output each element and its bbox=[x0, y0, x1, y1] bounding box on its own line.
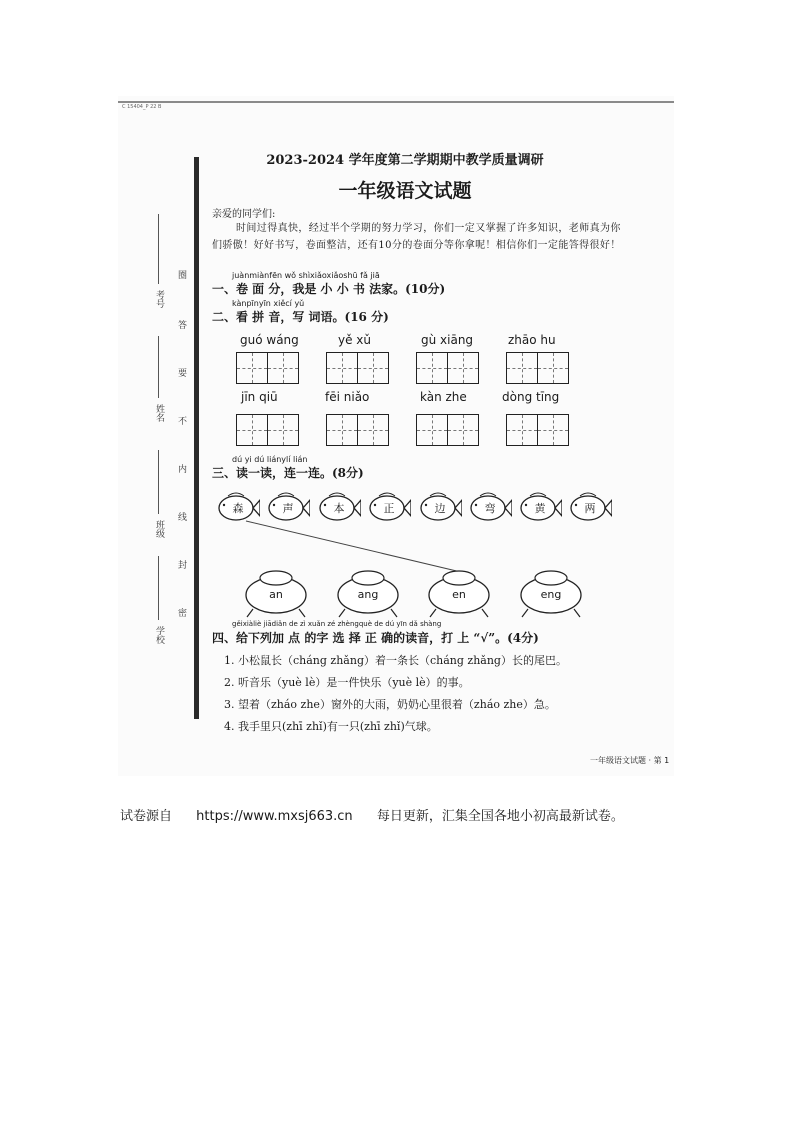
writing-box[interactable] bbox=[236, 352, 268, 384]
word-pinyin: gù xiāng bbox=[421, 333, 474, 347]
greeting: 亲爱的同学们: bbox=[212, 209, 276, 220]
vowel-label[interactable]: an bbox=[269, 588, 283, 601]
seal-char: 内 bbox=[178, 465, 188, 475]
vowel-label[interactable]: eng bbox=[540, 588, 562, 601]
writing-box[interactable] bbox=[537, 414, 569, 446]
source-url[interactable]: https://www.mxsj663.cn bbox=[196, 809, 353, 824]
seal-char: 封 bbox=[178, 561, 188, 571]
section2-heading: 二、看 拼 音，写 词语。(16 分) bbox=[212, 310, 389, 324]
writing-box[interactable] bbox=[416, 352, 448, 384]
side-blank-line bbox=[158, 556, 159, 620]
vowel-label[interactable]: ang bbox=[357, 588, 379, 601]
top-rule bbox=[118, 101, 674, 103]
side-label-school: 学校 bbox=[154, 626, 164, 644]
writing-box[interactable] bbox=[447, 414, 479, 446]
fish-character[interactable]: 森 bbox=[232, 502, 244, 515]
side-label-exam-number: 考号 bbox=[154, 290, 164, 308]
exam-title: 一年级语文试题 bbox=[338, 180, 472, 202]
seal-char: 答 bbox=[178, 321, 188, 331]
writing-box[interactable] bbox=[267, 414, 299, 446]
writing-box[interactable] bbox=[537, 352, 569, 384]
fish-character[interactable]: 边 bbox=[434, 502, 446, 515]
word-pinyin: dòng tīng bbox=[502, 390, 560, 404]
fish-character[interactable]: 本 bbox=[333, 502, 345, 515]
fish-character[interactable]: 黄 bbox=[534, 502, 546, 515]
side-label-class: 班级 bbox=[154, 520, 164, 538]
section1-heading: 一、卷 面 分，我是 小 小 书 法家。(10分) bbox=[212, 282, 446, 296]
seal-char: 圈 bbox=[178, 271, 188, 281]
fish-character[interactable]: 正 bbox=[383, 502, 395, 515]
writing-box[interactable] bbox=[357, 352, 389, 384]
intro-paragraph: 时间过得真快，经过半个学期的努力学习，你们一定又掌握了许多知识，老师真为你们骄傲！好好书写，卷面整洁，还有10分的卷面分等你拿呢！相信你们一定能答得很好！ bbox=[212, 223, 621, 251]
vowel-label[interactable]: en bbox=[452, 588, 466, 601]
scan-code: C 15404_P 22 B bbox=[122, 104, 162, 110]
writing-box[interactable] bbox=[447, 352, 479, 384]
word-pinyin: kàn zhe bbox=[420, 390, 467, 404]
section3-pinyin: dú yi dú liánylí lián bbox=[232, 455, 308, 464]
question-item[interactable]: 4. 我手里只(zhī zhǐ)有一只(zhī zhǐ)气球。 bbox=[224, 720, 438, 733]
writing-box[interactable] bbox=[357, 414, 389, 446]
fish-character[interactable]: 两 bbox=[584, 502, 596, 515]
section3-heading: 三、读一读，连一连。(8分) bbox=[212, 466, 364, 480]
writing-box[interactable] bbox=[326, 414, 358, 446]
writing-box[interactable] bbox=[506, 414, 538, 446]
word-pinyin: guó wáng bbox=[240, 333, 299, 347]
source-label: 试卷源自 bbox=[120, 809, 173, 824]
exam-subtitle: 2023-2024 学年度第二学期期中教学质量调研 bbox=[266, 153, 544, 168]
question-item[interactable]: 3. 望着（zháo zhe）窗外的大雨，奶奶心里很着（zháo zhe）急。 bbox=[224, 698, 556, 711]
word-pinyin: jīn qiū bbox=[241, 390, 278, 404]
section1-pinyin: juànmiànfēn wǒ shìxiǎoxiǎoshū fǎ jiā bbox=[232, 271, 380, 280]
source-line bbox=[120, 805, 644, 824]
page-footer: 一年级语文试题 · 第 1 bbox=[590, 756, 670, 765]
question-item[interactable]: 2. 听音乐（yuè lè）是一件快乐（yuè lè）的事。 bbox=[224, 676, 470, 689]
section4-heading: 四、给下列加 点 的字 选 择 正 确的读音，打 上 “√”。(4分) bbox=[212, 631, 539, 645]
seal-char: 密 bbox=[178, 609, 188, 619]
side-label-name: 姓名 bbox=[154, 404, 164, 422]
question-item[interactable]: 1. 小松鼠长（cháng zhǎng）着一条长（cháng zhǎng）长的尾巴。 bbox=[224, 654, 567, 667]
word-pinyin: yě xǔ bbox=[338, 333, 372, 347]
writing-box[interactable] bbox=[506, 352, 538, 384]
source-description: 每日更新，汇集全国各地小初高最新试卷。 bbox=[376, 809, 624, 824]
seal-char: 不 bbox=[178, 417, 188, 427]
side-blank-line bbox=[158, 450, 159, 514]
writing-box[interactable] bbox=[326, 352, 358, 384]
side-blank-line bbox=[158, 214, 159, 284]
seal-char: 线 bbox=[178, 513, 188, 523]
word-pinyin: zhāo hu bbox=[508, 333, 556, 347]
writing-box[interactable] bbox=[416, 414, 448, 446]
side-blank-line bbox=[158, 336, 159, 398]
section4-pinyin: gěixiàliè jiādiǎn de zì xuǎn zé zhèngquè de dú yīn dǎ shàng bbox=[232, 620, 442, 628]
binding-bar bbox=[194, 157, 199, 719]
writing-box[interactable] bbox=[236, 414, 268, 446]
fish-character[interactable]: 声 bbox=[282, 502, 294, 515]
fish-character[interactable]: 弯 bbox=[484, 502, 496, 515]
word-pinyin: fēi niǎo bbox=[325, 390, 370, 404]
section2-pinyin: kànpīnyīn xiěcí yǔ bbox=[232, 299, 305, 308]
seal-char: 要 bbox=[178, 369, 188, 379]
writing-box[interactable] bbox=[267, 352, 299, 384]
